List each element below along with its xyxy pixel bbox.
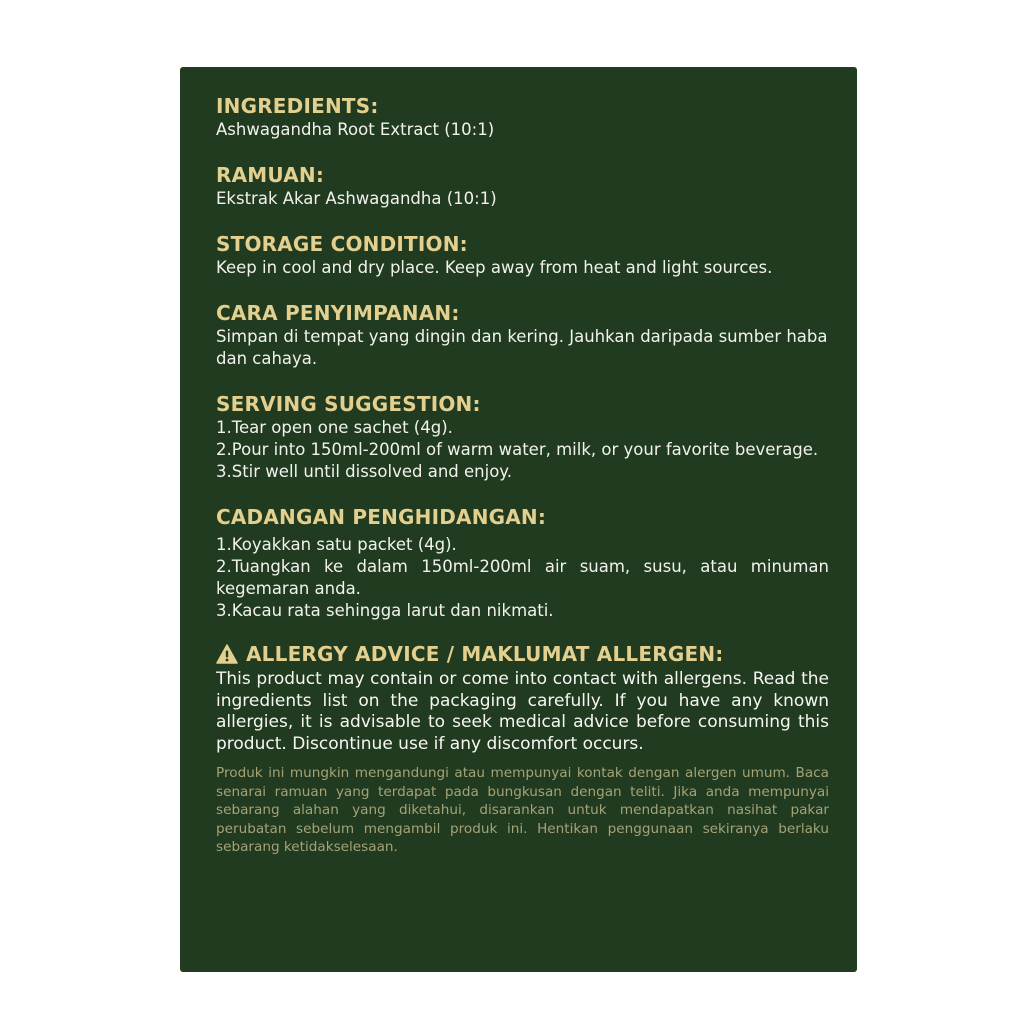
- cadangan-step: 3.Kacau rata sehingga larut dan nikmati.: [216, 601, 554, 620]
- ingredients-heading: INGREDIENTS:: [216, 94, 379, 118]
- cadangan-step: 2.Tuangkan ke dalam 150ml-200ml air suam, susu, atau minuman kegemaran anda.: [216, 557, 829, 598]
- storage-heading: STORAGE CONDITION:: [216, 232, 468, 256]
- serving-step: 3.Stir well until dissolved and enjoy.: [216, 462, 512, 481]
- penyimpanan-heading: CARA PENYIMPANAN:: [216, 301, 460, 325]
- ramuan-text: Ekstrak Akar Ashwagandha (10:1): [216, 189, 497, 208]
- penyimpanan-section: [216, 300, 829, 370]
- ingredients-section: [216, 93, 829, 141]
- serving-step: 2.Pour into 150ml-200ml of warm water, milk, or your favorite beverage.: [216, 440, 819, 459]
- cadangan-heading: CADANGAN PENGHIDANGAN:: [216, 505, 547, 529]
- serving-heading: SERVING SUGGESTION:: [216, 392, 481, 416]
- penyimpanan-text: Simpan di tempat yang dingin dan kering. Jauhkan daripada sumber haba dan cahaya.: [216, 327, 828, 368]
- serving-section: [216, 391, 829, 483]
- allergy-heading: ALLERGY ADVICE / MAKLUMAT ALLERGEN:: [246, 642, 724, 666]
- allergy-text-en: This product may contain or come into contact with allergens. Read the ingredients list on the packaging carefully. If you have any known allergies, it is advisable to seek medical advice before consuming this product. Discontinue use if any discomfort occurs.: [216, 669, 829, 754]
- ramuan-section: [216, 162, 829, 210]
- product-label-panel: [180, 67, 857, 972]
- serving-step: 1.Tear open one sachet (4g).: [216, 418, 453, 437]
- warning-icon: [216, 644, 238, 664]
- cadangan-section: [216, 504, 829, 622]
- allergy-text-ms: Produk ini mungkin mengandungi atau mempunyai kontak dengan alergen umum. Baca senarai ramuan yang terdapat pada bungkusan dengan teliti. Jika anda mempunyai sebarang alahan yang diketahui, disarankan untuk mendapatkan nasihat pakar perubatan sebelum mengambil produk ini. Hentikan penggunaan sekiranya berlaku sebarang ketidakselesaan.: [216, 765, 829, 855]
- allergy-section: [216, 641, 829, 857]
- ingredients-text: Ashwagandha Root Extract (10:1): [216, 120, 495, 139]
- allergy-heading-row: [216, 641, 829, 667]
- ramuan-heading: RAMUAN:: [216, 163, 325, 187]
- storage-text: Keep in cool and dry place. Keep away from heat and light sources.: [216, 258, 773, 277]
- storage-section: [216, 231, 829, 279]
- cadangan-step: 1.Koyakkan satu packet (4g).: [216, 535, 457, 554]
